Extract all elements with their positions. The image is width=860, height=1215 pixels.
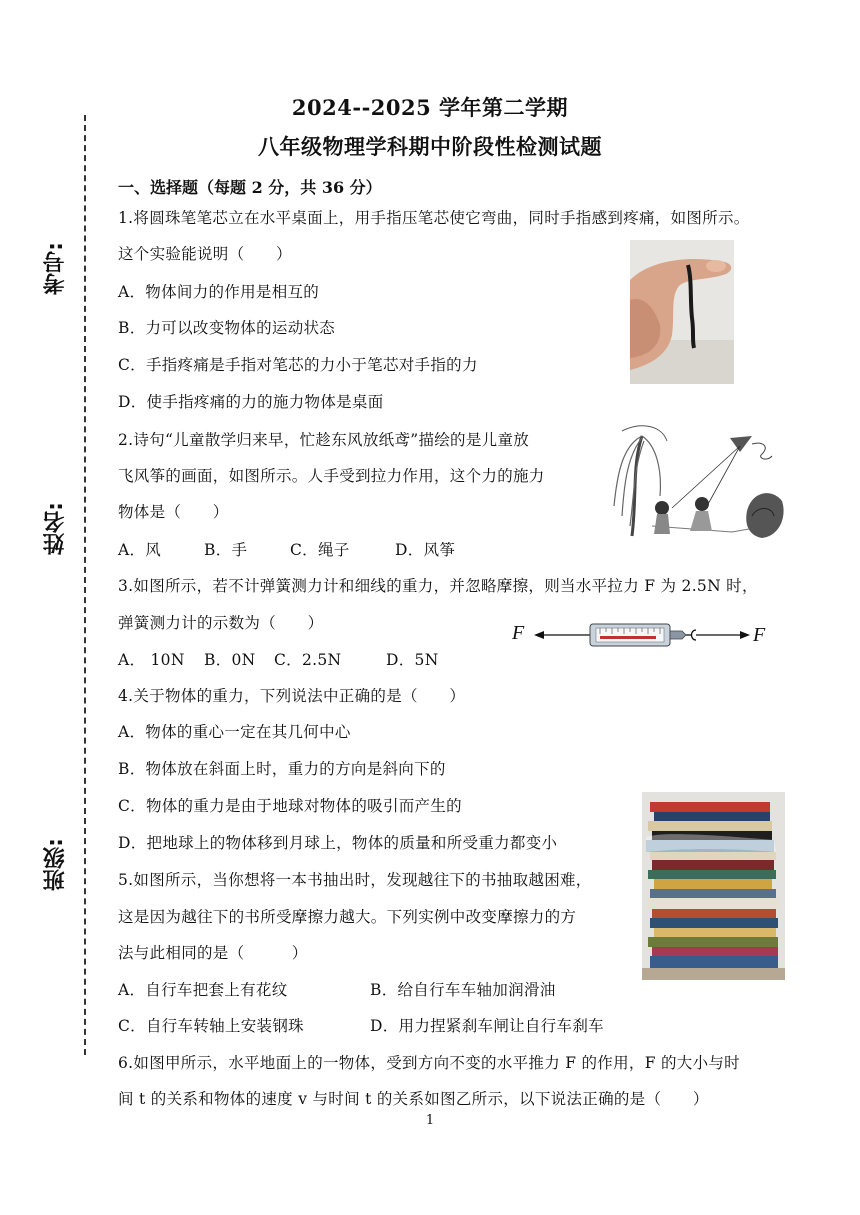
q3-option-b: B．0N <box>204 651 256 669</box>
q5-stem-line2: 这是因为越往下的书所受摩擦力越大。下列实例中改变摩擦力的方 <box>118 908 577 926</box>
q1-option-a: A．物体间力的作用是相互的 <box>118 283 320 301</box>
q3-options <box>118 650 439 670</box>
force-label-left: F <box>512 622 525 644</box>
q2-option-a: A．风 <box>118 541 162 559</box>
q3-option-c: C．2.5N <box>274 651 342 669</box>
q5-option-a: A．自行车把套上有花纹 <box>118 981 288 999</box>
q5-option-d: D．用力捏紧刹车闸让自行车刹车 <box>370 1017 604 1035</box>
book-stack-photo <box>642 792 785 980</box>
q5-option-c: C．自行车转轴上安装钢珠 <box>118 1017 304 1035</box>
q4-stem: 4.关于物体的重力，下列说法中正确的是（ ） <box>118 687 466 705</box>
section-heading: 一、选择题（每题 2 分，共 36 分） <box>118 178 382 197</box>
q2-stem-line1: 2.诗句“儿童散学归来早，忙趁东风放纸鸢”描绘的是儿童放 <box>118 431 530 449</box>
exam-title-term: 2024--2025 学年第二学期 <box>291 95 569 120</box>
q5-options-row2 <box>118 1016 604 1036</box>
q5-stem-line1: 5.如图所示，当你想将一本书抽出时，发现越往下的书抽取越困难， <box>118 871 592 889</box>
page-number: 1 <box>425 1113 435 1128</box>
q1-stem-line2: 这个实验能说明（ ） <box>118 245 292 263</box>
q4-option-d: D．把地球上的物体移到月球上，物体的质量和所受重力都变小 <box>118 834 558 852</box>
q3-stem-line2: 弹簧测力计的示数为（ ） <box>118 614 324 632</box>
q4-option-b: B．物体放在斜面上时，重力的方向是斜向下的 <box>118 760 446 778</box>
q3-option-d: D．5N <box>386 651 439 669</box>
q2-option-c: C．绳子 <box>290 541 350 559</box>
force-label-right: F <box>753 624 766 646</box>
class-label: 班级: <box>43 838 68 891</box>
q3-stem-line1: 3.如图所示，若不计弹簧测力计和细线的重力，并忽略摩擦，则当水平拉力 F 为 2.5N 时， <box>118 577 758 595</box>
spring-scale-figure <box>510 618 774 652</box>
name-label: 姓名: <box>43 502 68 555</box>
q2-option-d: D．风筝 <box>395 541 456 559</box>
q6-stem-line1: 6.如图甲所示，水平地面上的一物体，受到方向不变的水平推力 F 的作用，F 的大小与时 <box>118 1054 740 1072</box>
q5-option-b: B．给自行车车轴加润滑油 <box>370 981 556 999</box>
q1-option-b: B．力可以改变物体的运动状态 <box>118 319 336 337</box>
q1-option-d: D．使手指疼痛的力的施力物体是桌面 <box>118 393 384 411</box>
q5-stem-line3: 法与此相同的是（ ） <box>118 944 308 962</box>
finger-pen-photo <box>630 240 734 384</box>
q6-stem-line2: 间 t 的关系和物体的速度 v 与时间 t 的关系如图乙所示，以下说法正确的是（ ） <box>118 1090 709 1108</box>
q2-option-b: B．手 <box>204 541 248 559</box>
q4-option-c: C．物体的重力是由于地球对物体的吸引而产生的 <box>118 797 462 815</box>
exam-title-subject: 八年级物理学科期中阶段性检测试题 <box>258 134 602 159</box>
q4-option-a: A．物体的重心一定在其几何中心 <box>118 723 351 741</box>
q2-stem-line3: 物体是（ ） <box>118 503 229 521</box>
q2-stem-line2: 飞风筝的画面，如图所示。人手受到拉力作用，这个力的施力 <box>118 467 545 485</box>
q1-option-c: C．手指疼痛是手指对笔芯的力小于笔芯对手指的力 <box>118 356 478 374</box>
binding-dashed-line <box>84 115 86 1055</box>
q1-stem-line1: 1.将圆珠笔笔芯立在水平桌面上，用手指压笔芯使它弯曲，同时手指感到疼痛，如图所示。 <box>118 209 750 227</box>
q2-options <box>118 540 455 560</box>
q5-options-row1 <box>118 980 556 1000</box>
q3-option-a: A． 10N <box>118 651 185 669</box>
kite-flying-illustration <box>612 416 792 546</box>
exam-number-label: 考号: <box>43 242 68 295</box>
